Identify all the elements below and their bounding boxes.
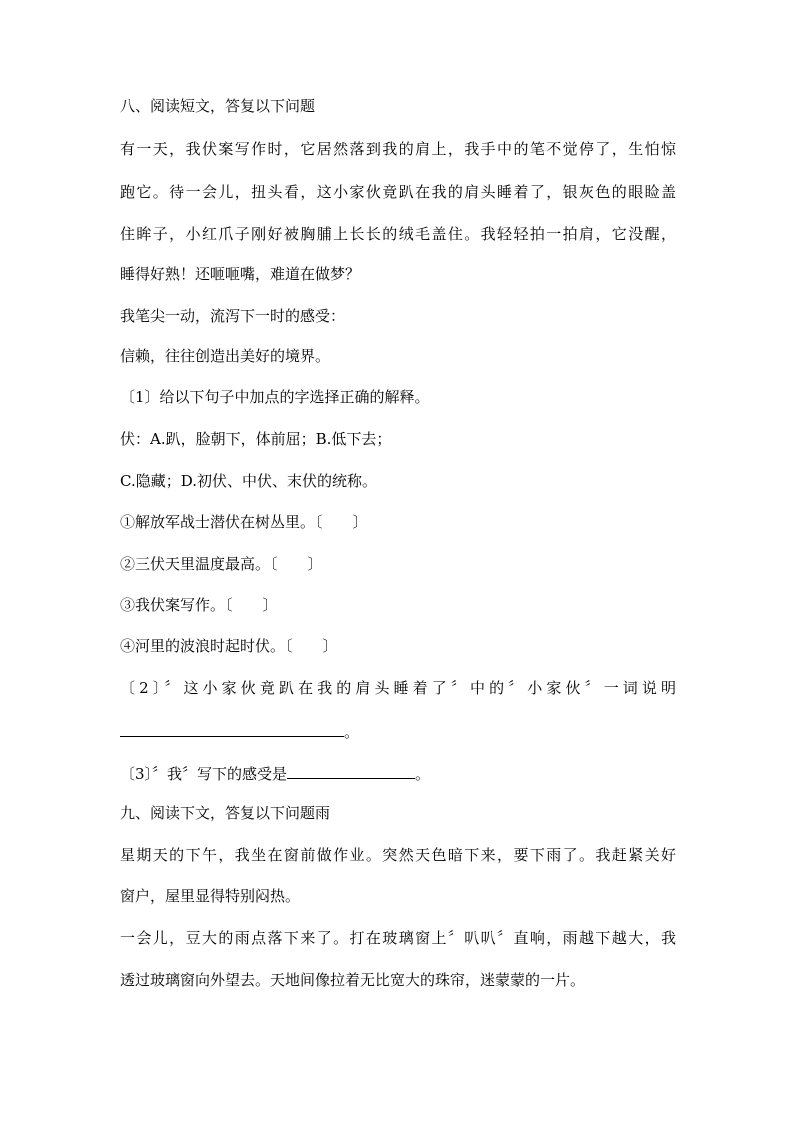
question-2-text: 〔2〕〞这小家伙竟趴在我的肩头睡着了〞中的〞小家伙〞一词说明 (120, 679, 676, 697)
question-1-options-b: C.隐藏；D.初伏、中伏、末伏的统称。 (120, 472, 377, 490)
question-3-text: 〔3〕〞我〞写下的感受是 (120, 765, 288, 783)
section8-heading: 八、阅读短文，答复以下问题 (120, 97, 316, 115)
question-1-title: 〔1〕给以下句子中加点的字选择正确的解释。 (120, 388, 430, 406)
section8-passage-line-1: 有一天，我伏案写作时，它居然落到我的肩上，我手中的笔不觉停了，生怕惊 (120, 140, 676, 158)
question-1-item-4: ④河里的波浪时起时伏。〔 〕 (120, 637, 338, 655)
section8-passage-line-3: 住眸子，小红爪子刚好被胸脯上长长的绒毛盖住。我轻轻拍一拍肩，它没醒， (120, 225, 676, 243)
section8-passage-line-6: 信赖，往往创造出美好的境界。 (120, 347, 331, 365)
section9-passage-line-1: 星期天的下午，我坐在窗前做作业。突然天色暗下来，要下雨了。我赶紧关好 (120, 846, 676, 864)
section9-passage-line-4: 透过玻璃窗向外望去。天地间像拉着无比宽大的珠帘，迷蒙蒙的一片。 (120, 971, 586, 989)
question-2-answer-line (120, 720, 359, 742)
question-1-item-3: ③我伏案写作。〔 〕 (120, 596, 278, 614)
section9-passage-line-2: 窗户，屋里显得特别闷热。 (120, 887, 301, 905)
question-2-end: 。 (344, 723, 360, 741)
question-1-options-a: 伏：A.趴，脸朝下，体前屈；B.低下去； (120, 430, 392, 448)
section8-passage-line-5: 我笔尖一动，流泻下一时的感受： (120, 307, 346, 325)
question-1-item-1: ①解放军战士潜伏在树丛里。〔 〕 (120, 513, 368, 531)
question-1-item-2: ②三伏天里温度最高。〔 〕 (120, 555, 323, 573)
section8-passage-line-4: 睡得好熟！还咂咂嘴，难道在做梦？ (120, 265, 361, 283)
section8-passage-line-2: 跑它。待一会儿，扭头看，这小家伙竟趴在我的肩头睡着了，银灰色的眼睑盖 (120, 183, 676, 201)
section9-passage-line-3: 一会儿，豆大的雨点落下来了。打在玻璃窗上〞叭叭〞直响，雨越下越大，我 (120, 929, 676, 947)
question-3-line (120, 762, 430, 784)
question-3-end: 。 (415, 765, 431, 783)
section9-heading: 九、阅读下文，答复以下问题雨 (120, 804, 331, 822)
question-3-blank[interactable] (287, 762, 415, 779)
question-2-blank[interactable] (120, 720, 344, 737)
